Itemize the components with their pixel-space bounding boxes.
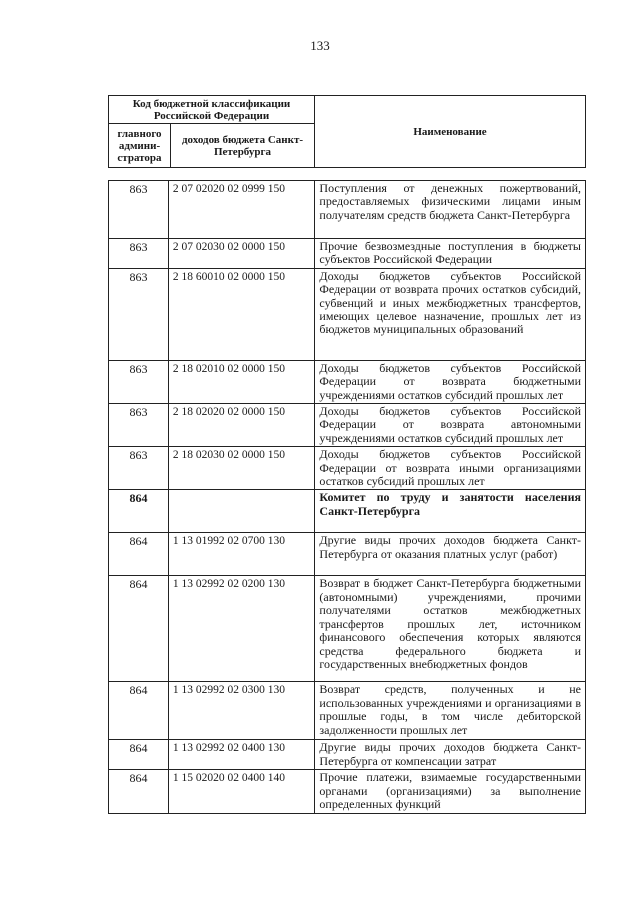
name-cell: Доходы бюджетов субъектов Российской Федерации от возврата бюджетными учреждениями остатков субсидий прошлых лет — [315, 360, 586, 403]
admin-code-cell: 863 — [109, 447, 169, 490]
income-code-cell: 2 18 02030 02 0000 150 — [168, 447, 315, 490]
admin-code-cell: 863 — [109, 181, 169, 239]
name-cell: Комитет по труду и занятости населения Санкт-Петербурга — [315, 490, 586, 533]
name-cell: Другие виды прочих доходов бюджета Санкт-Петербурга от оказания платных услуг (работ) — [315, 533, 586, 576]
table-row — [109, 490, 586, 533]
income-code-cell: 2 07 02030 02 0000 150 — [168, 239, 315, 269]
income-code-cell: 2 07 02020 02 0999 150 — [168, 181, 315, 239]
name-cell: Возврат средств, полученных и не использованных учреждениями и организациями в прошлые годы, в том числе дебиторской задолженности прошлых лет — [315, 682, 586, 740]
admin-column-header: главного админи-стратора — [109, 124, 171, 168]
name-cell: Прочие платежи, взимаемые государственными органами (организациями) за выполнение определенных функций — [315, 770, 586, 813]
table-row — [109, 576, 586, 682]
table-row — [109, 181, 586, 239]
table-row — [109, 404, 586, 447]
table-row — [109, 360, 586, 403]
budget-classification-header: Код бюджетной классификации Российской Федерации — [109, 96, 315, 124]
name-cell: Поступления от денежных пожертвований, предоставляемых физическими лицами иным получателям средств бюджета Санкт-Петербурга — [315, 181, 586, 239]
admin-code-cell: 864 — [109, 490, 169, 533]
admin-code-cell: 863 — [109, 360, 169, 403]
name-cell: Возврат в бюджет Санкт-Петербурга бюджетными (автономными) учреждениями, прочими получателями остатков межбюджетных трансфертов прошлых лет, источником финансового обеспечения которых являются средства федерального бюджета и государственных внебюджетных фондов — [315, 576, 586, 682]
name-cell: Доходы бюджетов субъектов Российской Федерации от возврата прочих остатков субсидий, субвенций и иных межбюджетных трансфертов, имеющих целевое назначение, прошлых лет из бюджетов муниципальных образований — [315, 268, 586, 360]
admin-code-cell: 864 — [109, 770, 169, 813]
page-number: 133 — [310, 38, 330, 53]
admin-code-cell: 863 — [109, 268, 169, 360]
table-row — [109, 533, 586, 576]
name-cell: Доходы бюджетов субъектов Российской Федерации от возврата автономными учреждениями остатков субсидий прошлых лет — [315, 404, 586, 447]
admin-code-cell: 864 — [109, 533, 169, 576]
table-row — [109, 682, 586, 740]
income-column-header: доходов бюджета Санкт-Петербурга — [171, 124, 315, 168]
name-cell: Доходы бюджетов субъектов Российской Федерации от возврата иными организациями остатков субсидий прошлых лет — [315, 447, 586, 490]
budget-codes-table — [108, 180, 586, 814]
income-code-cell: 1 13 02992 02 0300 130 — [168, 682, 315, 740]
table-row — [109, 740, 586, 770]
admin-code-cell: 864 — [109, 740, 169, 770]
income-code-cell: 1 15 02020 02 0400 140 — [168, 770, 315, 813]
income-code-cell: 2 18 60010 02 0000 150 — [168, 268, 315, 360]
table-row — [109, 447, 586, 490]
name-column-header: Наименование — [315, 96, 586, 168]
income-code-cell — [168, 490, 315, 533]
name-cell: Прочие безвозмездные поступления в бюджеты субъектов Российской Федерации — [315, 239, 586, 269]
income-code-cell: 2 18 02010 02 0000 150 — [168, 360, 315, 403]
income-code-cell: 1 13 02992 02 0400 130 — [168, 740, 315, 770]
admin-code-cell: 864 — [109, 682, 169, 740]
admin-code-cell: 864 — [109, 576, 169, 682]
table-row — [109, 239, 586, 269]
admin-code-cell: 863 — [109, 404, 169, 447]
admin-code-cell: 863 — [109, 239, 169, 269]
income-code-cell: 2 18 02020 02 0000 150 — [168, 404, 315, 447]
income-code-cell: 1 13 01992 02 0700 130 — [168, 533, 315, 576]
name-cell: Другие виды прочих доходов бюджета Санкт-Петербурга от компенсации затрат — [315, 740, 586, 770]
table-header — [108, 95, 586, 168]
table-row — [109, 268, 586, 360]
table-row — [109, 770, 586, 813]
income-code-cell: 1 13 02992 02 0200 130 — [168, 576, 315, 682]
